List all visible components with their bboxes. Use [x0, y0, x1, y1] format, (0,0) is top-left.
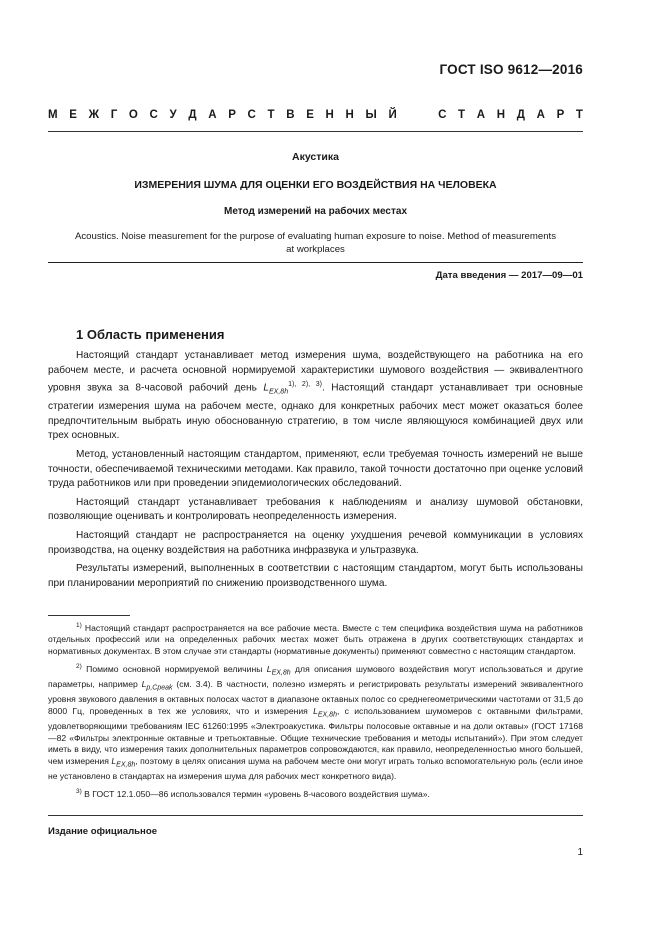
footnote-text: Настоящий стандарт распространяется на все рабочие места. Вместе с тем специфика воздействия шума на работников отдельных профессий или на определенных рабочих местах может быть отражена в других соответствующих стандартах и нормативных документах. В этом случае эти стандарты (нормативные документы) применяют совместно с настоящим стандартом. [48, 622, 583, 657]
banner-letter: Е [69, 109, 77, 121]
section-body [48, 349, 583, 591]
banner-letter: Е [306, 109, 314, 121]
banner-letter: Д [516, 109, 525, 121]
footnote-text: , поэтому в целях описания шума на рабочем месте они могут играть только вспомогательную роль (если иное не установлено в стандартах на измерения шума для рабочих мест конкретного вида). [48, 755, 583, 782]
title-divider [48, 262, 583, 263]
symbol-l: L [263, 382, 270, 394]
banner-letter: С [247, 109, 256, 121]
footnote-text: В ГОСТ 12.1.050—86 использовался термин «уровень 8-часового воздействия шума». [81, 788, 430, 799]
symbol-subscript: EX,8h [271, 669, 291, 677]
document-subtitle: Метод измерений на рабочих местах [223, 206, 408, 217]
english-title: Acoustics. Noise measurement for the purpose of evaluating human exposure to noise. Method of measurements at workplaces [74, 231, 556, 255]
symbol-l: L [111, 755, 117, 766]
banner-letter: Т [575, 109, 583, 121]
official-edition-label: Издание официальное [48, 826, 158, 837]
paragraph: Метод, установленный настоящим стандартом, применяют, если требуемая точность измерений не выше точности, обеспечиваемой техническими методами. Как правило, такой точности достаточно при оценке условий труда работников или при проведении эпидемиологических обследований. [48, 448, 583, 490]
interstate-standard-banner [48, 109, 583, 121]
footnote-mark: 2) [76, 662, 82, 670]
banner-letter: Д [188, 109, 197, 121]
banner-letter: У [169, 109, 177, 121]
banner-letter: Н [325, 109, 334, 121]
footnote-divider [48, 615, 130, 616]
introduction-date: Дата введения — 2017—09—01 [435, 270, 583, 281]
footnote-text: , с использованием шумомеров с октавными фильтрами, удовлетворяющими требованиям IEC 61260:1995 «Электроакустика. Фильтры полосовые октавные и на доли октавы» (ГОСТ 17168—82 «Фильтры электронные октавные и третьоктавные. Общие технические требования и методы испытаний»). При этом следует иметь в виду, что измерения таких дополнительных параметров сопровождаются, как правило, неопределенностью много большей, чем измерения [48, 705, 584, 766]
banner-letter: Р [556, 109, 565, 121]
edition-divider [48, 815, 583, 816]
paragraph: Настоящий стандарт устанавливает требования к наблюдениям и анализу шумовой обстановки, позволяющие оценивать и контролировать неопределенность измерения. [48, 496, 583, 523]
symbol-l: L [266, 663, 272, 674]
banner-letter: Т [458, 109, 466, 121]
symbol-subscript: EX,8h [269, 388, 289, 396]
banner-letter: А [208, 109, 217, 121]
paragraph-text: . Настоящий стандарт устанавливает три основные стратегии измерения шума на рабочем месте, однако для конкретных рабочих мест может оказаться более предпочтительным выбрать иную обоснованную стратегию, в том числе являющуюся комбинацией двух или трех основных. [48, 382, 584, 442]
footnotes [48, 620, 583, 803]
banner-letter: В [286, 109, 295, 121]
banner-letter: С [149, 109, 158, 121]
banner-letter: Н [345, 109, 354, 121]
document-code: ГОСТ ISO 9612—2016 [439, 62, 583, 77]
footnote-3 [48, 786, 583, 800]
banner-letter: М [48, 109, 58, 121]
footnote-1 [48, 620, 583, 658]
banner-letter: Й [388, 109, 397, 121]
symbol-subscript: EX,8h [317, 711, 337, 719]
footnote-refs: 1), 2), 3) [288, 381, 322, 389]
footnote-mark: 3) [76, 787, 82, 795]
banner-letter: А [536, 109, 545, 121]
subject-heading: Акустика [292, 151, 339, 163]
banner-letter: Г [110, 109, 118, 121]
footnote-text: для описания шумового воздействия могут использоваться и другие параметры, например [48, 663, 583, 689]
paragraph-text: Настоящий стандарт устанавливает метод измерения шума, воздействующего на работника на его рабочем месте, и расчета основной нормируемой характеристики шумового воздействия — эквивалентного уровня звука за 8-часовой рабочий день [48, 350, 583, 394]
banner-divider [48, 131, 583, 132]
symbol-subscript: EX,8h [116, 761, 136, 769]
symbol-subscript: p,Cpeak [146, 684, 173, 692]
banner-letter: Р [228, 109, 236, 121]
footnote-2 [48, 661, 583, 783]
symbol-l: L [141, 678, 147, 689]
footnote-text: Помимо основной нормируемой величины [81, 663, 267, 674]
banner-letter: Ж [88, 109, 100, 121]
banner-letter: Н [496, 109, 506, 121]
section-heading: 1 Область применения [76, 327, 225, 342]
banner-letter: Т [267, 109, 275, 121]
paragraph: Результаты измерений, выполненных в соответствии с настоящим стандартом, могут быть использованы при планировании мероприятий по снижению производственного шума. [48, 563, 583, 589]
symbol-l: L [313, 705, 318, 716]
footnote-mark: 1) [76, 622, 82, 629]
banner-letter: А [476, 109, 486, 121]
banner-letter: О [128, 109, 138, 121]
footnote-text: (см. 3.4). В частности, полезно измерять и регистрировать результаты измерений эквивалентного уровня звукового давления в октавных полосах частот в диапазоне октавных полос со среднегеометрическими частотами от 31,5 до 8000 Гц, проведенных в тех же условиях, что и измерения [48, 678, 583, 716]
document-title: ИЗМЕРЕНИЯ ШУМА ДЛЯ ОЦЕНКИ ЕГО ВОЗДЕЙСТВИЯ НА ЧЕЛОВЕКА [134, 179, 497, 191]
paragraph: Настоящий стандарт не распространяется на оценку ухудшения речевой коммуникации в условиях производства, на оценку воздействия на работника инфразвука и ультразвука. [48, 529, 583, 556]
page-number: 1 [577, 847, 583, 858]
banner-letter: Ы [365, 109, 377, 121]
banner-word-gap [408, 109, 426, 121]
banner-letter: С [438, 109, 447, 121]
paragraph [48, 349, 583, 444]
